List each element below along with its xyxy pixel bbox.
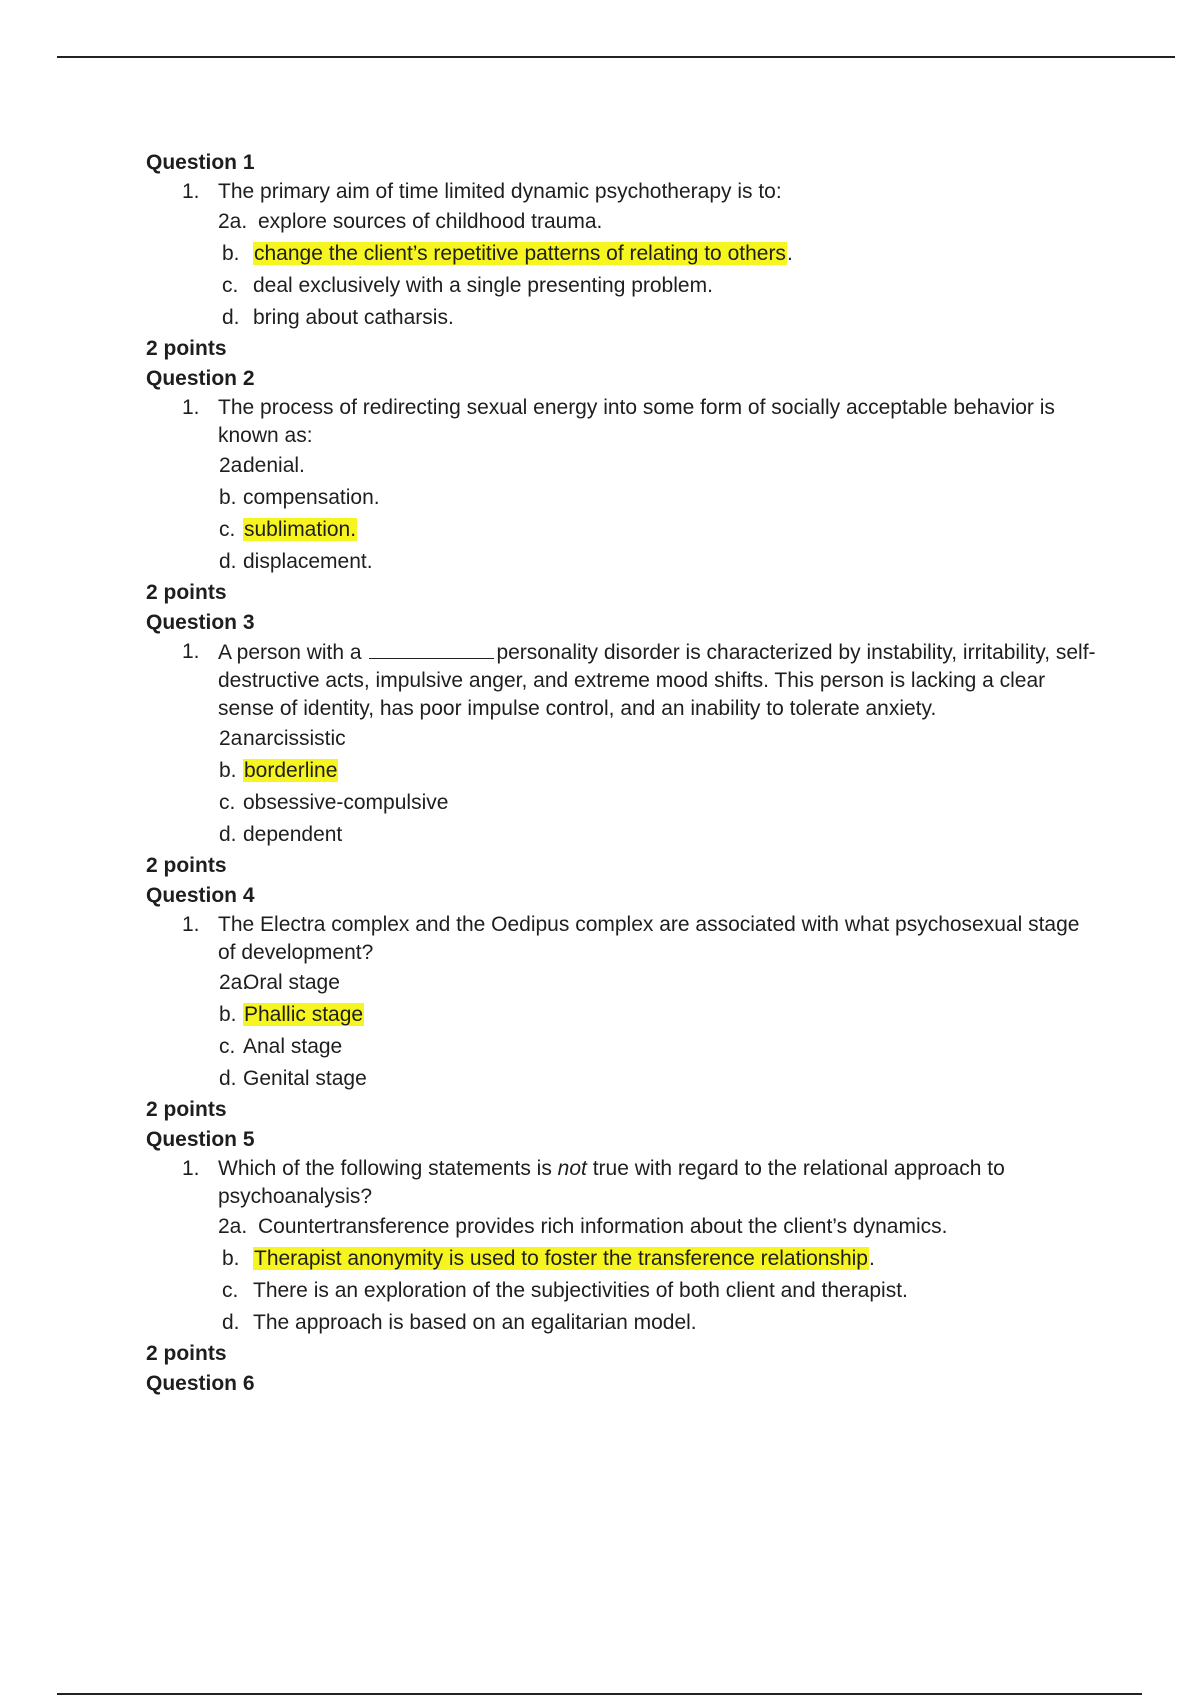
question-3 xyxy=(146,608,1096,881)
option-label: c. xyxy=(222,274,239,297)
option-text: displacement. xyxy=(243,550,373,573)
points-label: 2 points xyxy=(146,1342,227,1365)
option-c xyxy=(222,270,1096,302)
stem-text xyxy=(218,1155,1096,1211)
option-text: Oral stage xyxy=(243,971,340,994)
option-d xyxy=(219,819,1096,851)
stem-text: The Electra complex and the Oedipus complex are associated with what psychosexual stage of development? xyxy=(218,913,1080,964)
highlighted-answer: Therapist anonymity is used to foster the transference relationship xyxy=(254,1247,868,1270)
option-label: d. xyxy=(222,1311,240,1334)
option-text: bring about catharsis. xyxy=(253,306,454,329)
question-title: Question 1 xyxy=(146,151,255,174)
option-text: Countertransference provides rich information about the client’s dynamics. xyxy=(258,1215,948,1238)
points-label: 2 points xyxy=(146,337,227,360)
option-label: d. xyxy=(222,306,240,329)
option-d xyxy=(222,302,1096,334)
question-1 xyxy=(146,148,1096,364)
option-label: b. xyxy=(219,1003,237,1026)
stem-number: 1. xyxy=(182,180,200,203)
stem-text-after: true with regard to the relational approach to psychoanalysis? xyxy=(218,1157,1005,1208)
stem-text-after: personality disorder is characterized by instability, irritability, self-destructive acts, impulsive anger, and extreme mood shifts. This person is lacking a clear sense of identity, has poor impulse control, and an inability to tolerate anxiety. xyxy=(218,641,1096,720)
stem-number: 1. xyxy=(182,640,200,663)
option-tail: . xyxy=(868,1247,875,1270)
stem-number: 1. xyxy=(182,1157,200,1180)
question-2 xyxy=(146,364,1096,608)
stem-text-before: A person with a xyxy=(218,641,362,664)
option-text: obsessive-compulsive xyxy=(243,791,449,814)
option-label: 2a. xyxy=(218,210,248,233)
question-4 xyxy=(146,881,1096,1125)
points-label: 2 points xyxy=(146,581,227,604)
option-label: c. xyxy=(219,518,236,541)
option-tail: . xyxy=(786,242,793,265)
option-label: 2a. xyxy=(218,1215,248,1238)
option-c xyxy=(219,787,1096,819)
option-label: d. xyxy=(219,823,237,846)
option-label: b. xyxy=(222,242,240,265)
header-rule xyxy=(57,56,1175,58)
stem-text: The primary aim of time limited dynamic psychotherapy is to: xyxy=(218,180,782,203)
option-text: Genital stage xyxy=(243,1067,367,1090)
highlighted-answer: borderline xyxy=(244,759,338,782)
option-text: There is an exploration of the subjectivities of both client and therapist. xyxy=(253,1279,908,1302)
option-c xyxy=(222,1275,1096,1307)
option-label: c. xyxy=(219,791,236,814)
option-label: c. xyxy=(219,1035,236,1058)
stem-text-before: Which of the following statements is xyxy=(218,1157,552,1180)
option-label: d. xyxy=(219,1067,237,1090)
quiz-document xyxy=(146,148,1096,1399)
option-b xyxy=(219,755,1096,787)
option-label: b. xyxy=(219,759,237,782)
option-text: dependent xyxy=(243,823,343,846)
option-text: Anal stage xyxy=(243,1035,343,1058)
stem-number: 1. xyxy=(182,396,200,419)
question-stem xyxy=(182,638,1096,723)
option-b xyxy=(219,482,1096,514)
option-a xyxy=(219,450,1096,482)
option-b xyxy=(222,1243,1096,1275)
question-stem xyxy=(182,394,1096,450)
option-c xyxy=(219,1031,1096,1063)
option-a xyxy=(218,206,1096,238)
question-stem xyxy=(182,178,1096,206)
option-label: 2a. xyxy=(219,454,249,477)
fill-in-blank xyxy=(369,638,494,659)
option-text: denial. xyxy=(243,454,305,477)
option-text: explore sources of childhood trauma. xyxy=(258,210,603,233)
option-label: c. xyxy=(222,1279,239,1302)
stem-number: 1. xyxy=(182,913,200,936)
question-title: Question 6 xyxy=(146,1372,255,1395)
option-text: narcissistic xyxy=(243,727,346,750)
option-c xyxy=(219,514,1096,546)
option-text: The approach is based on an egalitarian model. xyxy=(253,1311,697,1334)
option-a xyxy=(219,967,1096,999)
highlighted-answer: Phallic stage xyxy=(244,1003,364,1026)
question-5 xyxy=(146,1125,1096,1369)
option-d xyxy=(219,546,1096,578)
option-d xyxy=(219,1063,1096,1095)
points-label: 2 points xyxy=(146,1098,227,1121)
option-label: b. xyxy=(219,486,237,509)
question-title: Question 4 xyxy=(146,884,255,907)
option-label: 2a. xyxy=(219,727,249,750)
highlighted-answer: change the client’s repetitive patterns of relating to others xyxy=(254,242,786,265)
points-label: 2 points xyxy=(146,854,227,877)
stem-text-emphasis: not xyxy=(557,1157,587,1180)
option-b xyxy=(219,999,1096,1031)
option-a xyxy=(219,723,1096,755)
option-label: b. xyxy=(222,1247,240,1270)
question-stem xyxy=(182,1155,1096,1211)
stem-text xyxy=(218,638,1096,723)
option-b xyxy=(222,238,1096,270)
footer-rule xyxy=(57,1693,1142,1695)
stem-text: The process of redirecting sexual energy into some form of socially acceptable behavior is known as: xyxy=(218,396,1055,447)
option-text: compensation. xyxy=(243,486,380,509)
question-title: Question 2 xyxy=(146,367,255,390)
question-title: Question 3 xyxy=(146,611,255,634)
highlighted-answer: sublimation. xyxy=(244,518,357,541)
question-title: Question 5 xyxy=(146,1128,255,1151)
option-label: 2a. xyxy=(219,971,249,994)
question-6 xyxy=(146,1369,1096,1399)
option-label: d. xyxy=(219,550,237,573)
option-text: deal exclusively with a single presenting problem. xyxy=(253,274,713,297)
option-d xyxy=(222,1307,1096,1339)
option-a xyxy=(218,1211,1096,1243)
question-stem xyxy=(182,911,1096,967)
